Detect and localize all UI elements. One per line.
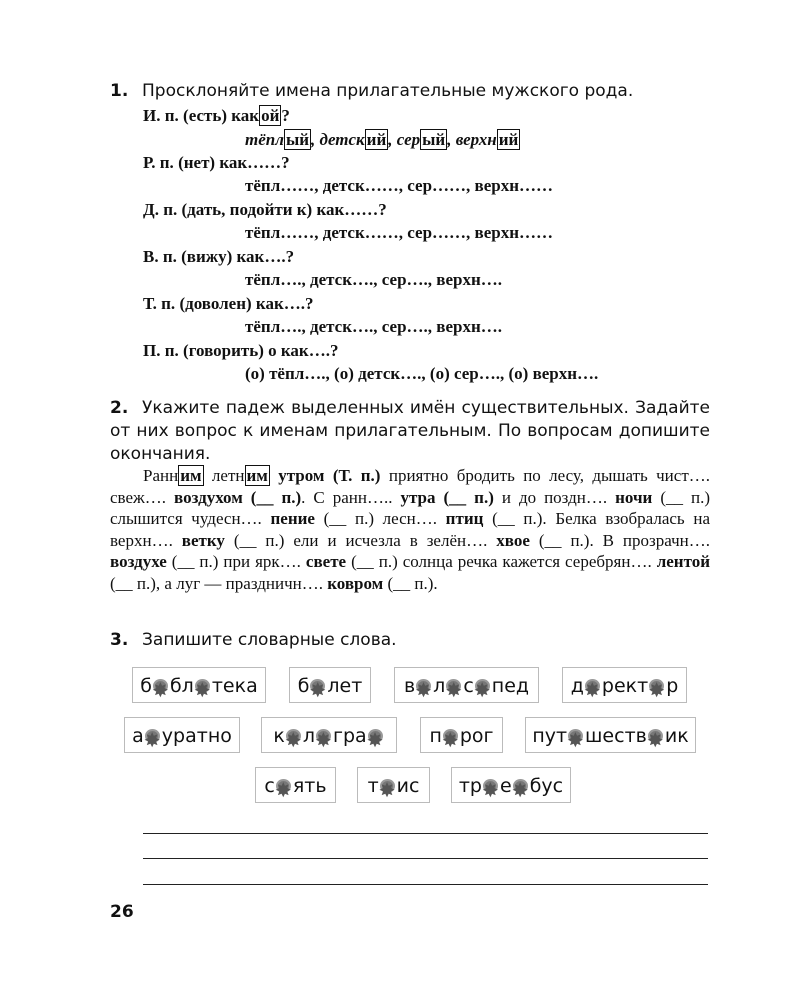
- word-part: тека: [211, 675, 258, 697]
- ink-blot-icon: [567, 728, 585, 744]
- boxed-ending: им: [180, 466, 202, 485]
- task3-text: Запишите словарные слова.: [142, 630, 397, 650]
- task3-instruction: [110, 628, 710, 652]
- boxed-ending: ий: [498, 130, 519, 149]
- ink-blot-icon: [648, 678, 666, 694]
- case-label: Т. п.: [143, 294, 176, 313]
- case-label: И. п.: [143, 106, 179, 125]
- bold-noun: утром (Т. п.): [269, 466, 381, 485]
- task2-text: Укажите падеж выделенных имён существительных. Задайте от них вопрос к именам прилагательным. По вопросам допишите окончания.: [110, 398, 710, 464]
- boxed-ending: ий: [366, 130, 387, 149]
- word-card: [525, 717, 696, 753]
- word-card: [562, 667, 687, 703]
- bold-noun: воздухом (__ п.): [174, 487, 302, 507]
- task2-instruction: [110, 397, 710, 466]
- word-card: [289, 667, 371, 703]
- word-part: бус: [529, 775, 564, 797]
- bold-noun: хвое: [496, 530, 530, 550]
- word-card: [255, 767, 336, 803]
- form-stem: тёпл: [245, 130, 284, 149]
- ink-blot-icon: [285, 728, 303, 744]
- word-part: пед: [491, 675, 530, 697]
- bold-noun: пение: [270, 509, 315, 529]
- word-part: п: [429, 725, 442, 747]
- text-span: (__ п.) лесн….: [314, 509, 446, 529]
- word-part: с: [463, 675, 474, 697]
- bold-noun: ковром: [327, 573, 384, 593]
- boxed-ending: ый: [422, 130, 446, 149]
- bold-noun: птиц: [445, 509, 484, 529]
- word-part: ять: [292, 775, 327, 797]
- boxed-ending: ой: [261, 106, 280, 125]
- word-part: бл: [169, 675, 194, 697]
- bold-noun: ветку: [181, 530, 225, 550]
- case-row-ins: [143, 293, 314, 315]
- gen-forms: тёпл……, детск……, сер……, верхн……: [245, 176, 554, 195]
- boxed-ending: им: [246, 466, 268, 485]
- word-card: [124, 717, 240, 753]
- word-part: гра: [332, 725, 367, 747]
- answer-line[interactable]: [143, 833, 708, 834]
- ink-blot-icon: [194, 678, 212, 694]
- acc-forms: тёпл…., детск…., сер…., верхн….: [245, 270, 503, 289]
- ink-blot-icon: [275, 778, 293, 794]
- word-part: т: [367, 775, 379, 797]
- bold-noun: утра (__ п.): [400, 487, 494, 507]
- text-span: Ранн: [143, 466, 179, 485]
- task2-paragraph: [110, 465, 710, 595]
- word-part: к: [273, 725, 285, 747]
- page-number: 26: [110, 902, 134, 922]
- text-span: (__ п.) солнца речка кажется серебрян….: [346, 552, 657, 572]
- word-part: рект: [601, 675, 649, 697]
- case-row-gen: [143, 152, 290, 174]
- ink-blot-icon: [512, 778, 530, 794]
- form-stem: верхн: [455, 130, 497, 149]
- ink-blot-icon: [367, 728, 385, 744]
- text-span: (__ п.) при ярк….: [166, 552, 306, 572]
- text-span: (__ п.) ели и исчезла в зелён….: [224, 530, 497, 550]
- word-card: [420, 717, 503, 753]
- case-question: (дать, подойти к) как……?: [181, 200, 387, 219]
- case-label: П. п.: [143, 341, 179, 360]
- text-span: (__ п.), а луг — праздничн….: [110, 573, 328, 593]
- word-part: ик: [664, 725, 689, 747]
- word-part: л: [433, 675, 446, 697]
- text-span: (__ п.).: [383, 573, 438, 593]
- word-part: а: [132, 725, 144, 747]
- ink-blot-icon: [379, 778, 397, 794]
- task1-instruction: [110, 79, 710, 103]
- text-span: . С ранн…..: [301, 487, 401, 507]
- text-span: (__ п.). В прозрачн….: [529, 530, 710, 550]
- case-question: (доволен) как….?: [179, 294, 314, 313]
- task3-number: 3.: [110, 630, 129, 650]
- ink-blot-icon: [442, 728, 460, 744]
- text-span: (__ п.) слышится чудесн….: [110, 487, 711, 529]
- text-span: и до поздн….: [493, 487, 616, 507]
- pre-forms: (о) тёпл…., (о) детск…., (о) сер…., (о) верхн….: [245, 364, 599, 383]
- word-part: е: [500, 775, 512, 797]
- ink-blot-icon: [309, 678, 327, 694]
- word-part: рог: [459, 725, 494, 747]
- dat-forms: тёпл……, детск……, сер……, верхн……: [245, 223, 554, 242]
- ink-blot-icon: [584, 678, 602, 694]
- bold-noun: ночи: [615, 487, 653, 507]
- ins-forms: тёпл…., детск…., сер…., верхн….: [245, 317, 503, 336]
- word-part: шеств: [585, 725, 647, 747]
- text-span: (__ п.). Белка взобралась на верхн….: [110, 509, 710, 550]
- word-part: б: [297, 675, 310, 697]
- task2-number: 2.: [110, 398, 129, 418]
- word-part: с: [264, 775, 275, 797]
- ink-blot-icon: [482, 778, 500, 794]
- word-part: в: [403, 675, 416, 697]
- answer-line[interactable]: [143, 858, 708, 859]
- word-part: р: [666, 675, 679, 697]
- ink-blot-icon: [415, 678, 433, 694]
- case-question-end: ?: [281, 106, 290, 125]
- bold-noun: лентой: [656, 552, 710, 572]
- case-row-nom: [143, 105, 290, 127]
- word-part: б: [140, 675, 152, 697]
- word-part: тр: [458, 775, 482, 797]
- case-question: (есть) как: [183, 106, 260, 125]
- case-label: В. п.: [143, 247, 177, 266]
- case-question: (говорить) о как….?: [183, 341, 339, 360]
- case-question: (нет) как……?: [178, 153, 290, 172]
- ink-blot-icon: [144, 728, 162, 744]
- word-part: ис: [396, 775, 420, 797]
- ink-blot-icon: [315, 728, 333, 744]
- bold-noun: воздухе: [110, 552, 167, 572]
- word-part: д: [570, 675, 584, 697]
- boxed-ending: ый: [285, 130, 310, 149]
- case-label: Р. п.: [143, 153, 174, 172]
- text-span: приятно бродить по лесу, дышать чист…. свеж….: [110, 466, 711, 507]
- ink-blot-icon: [152, 678, 170, 694]
- case-row-acc: [143, 246, 294, 268]
- text-span: летн: [203, 466, 245, 485]
- word-part: уратно: [161, 725, 232, 747]
- word-card: [132, 667, 266, 703]
- ink-blot-icon: [474, 678, 492, 694]
- word-card: [261, 717, 397, 753]
- task1-text: Просклоняйте имена прилагательные мужского рода.: [142, 81, 634, 101]
- form-stem: детск: [319, 130, 365, 149]
- case-label: Д. п.: [143, 200, 178, 219]
- word-card: [357, 767, 430, 803]
- word-part: пут: [532, 725, 568, 747]
- case-row-pre: [143, 340, 338, 362]
- word-part: лет: [327, 675, 363, 697]
- word-card: [394, 667, 539, 703]
- word-card: [451, 767, 571, 803]
- case-question: (вижу) как….?: [181, 247, 295, 266]
- ink-blot-icon: [445, 678, 463, 694]
- case-row-dat: [143, 199, 387, 221]
- nom-forms: тёпл ый , детск ий , сер ый , верхн ий: [245, 130, 519, 149]
- ink-blot-icon: [647, 728, 665, 744]
- word-part: л: [302, 725, 315, 747]
- form-stem: сер: [396, 130, 421, 149]
- task1-number: 1.: [110, 81, 129, 101]
- answer-line[interactable]: [143, 884, 708, 885]
- bold-noun: свете: [305, 552, 347, 572]
